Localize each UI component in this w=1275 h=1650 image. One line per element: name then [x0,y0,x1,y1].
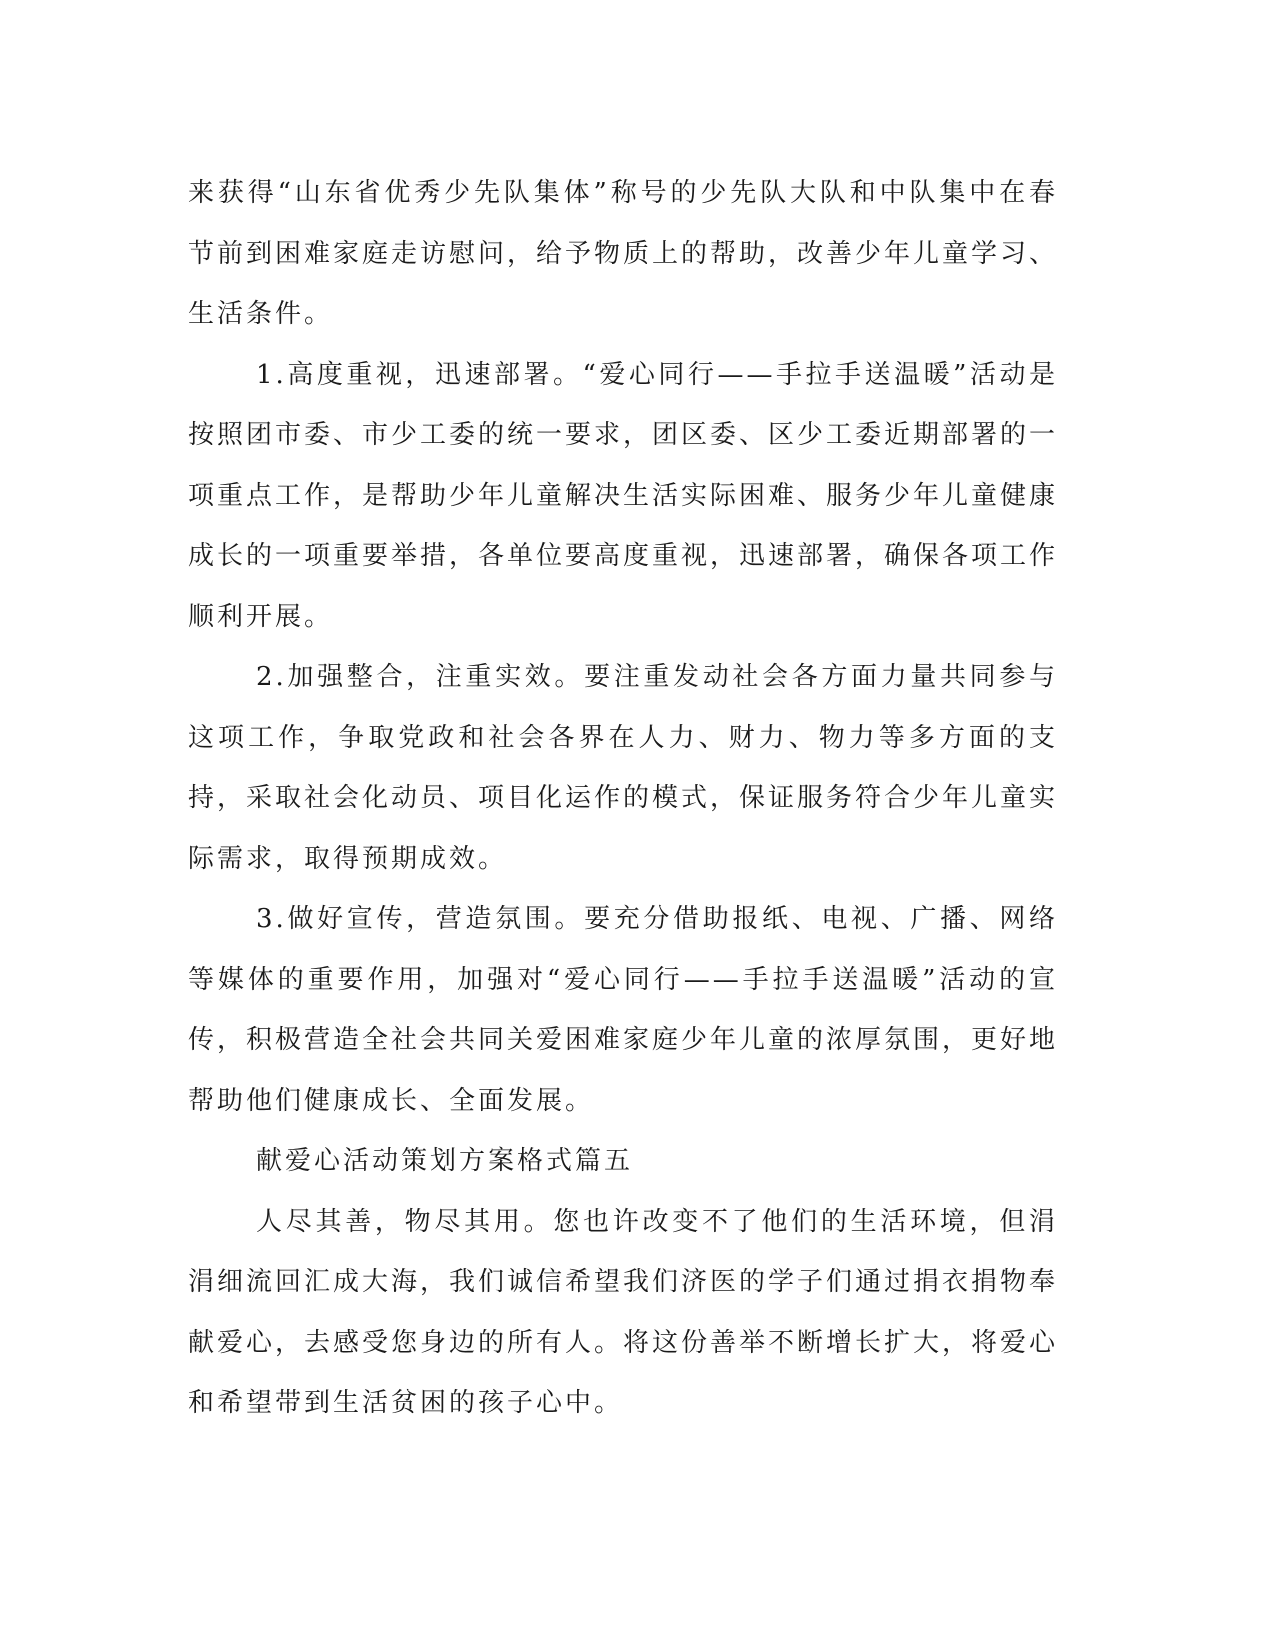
paragraph-item-2: 2.加强整合，注重实效。要注重发动社会各方面力量共同参与这项工作，争取党政和社会各界在人力、财力、物力等多方面的支持，采取社会化动员、项目化运作的模式，保证服务符合少年儿童实际需求，取得预期成效。 [188,662,1059,874]
section-paragraph: 人尽其善，物尽其用。您也许改变不了他们的生活环境，但涓涓细流回汇成大海，我们诚信希望我们济医的学子们通过捐衣捐物奉献爱心，去感受您身边的所有人。将这份善举不断增长扩大，将爱心和希望带到生活贫困的孩子心中。 [188,1206,1059,1418]
paragraph-item-1: 1.高度重视，迅速部署。“爱心同行——手拉手送温暖”活动是按照团市委、市少工委的统一要求，团区委、区少工委近期部署的一项重点工作，是帮助少年儿童解决生活实际困难、服务少年儿童健康成长的一项重要举措，各单位要高度重视，迅速部署，确保各项工作顺利开展。 [188,359,1059,632]
document-body [188,163,1058,1434]
section-title: 献爱心活动策划方案格式篇五 [256,1146,634,1176]
paragraph-continued: 来获得“山东省优秀少先队集体”称号的少先队大队和中队集中在春节前到困难家庭走访慰问，给予物质上的帮助，改善少年儿童学习、生活条件。 [188,178,1059,329]
paragraph-item-3: 3.做好宣传，营造氛围。要充分借助报纸、电视、广播、网络等媒体的重要作用，加强对“爱心同行——手拉手送温暖”活动的宣传，积极营造全社会共同关爱困难家庭少年儿童的浓厚氛围，更好地帮助他们健康成长、全面发展。 [188,904,1059,1116]
